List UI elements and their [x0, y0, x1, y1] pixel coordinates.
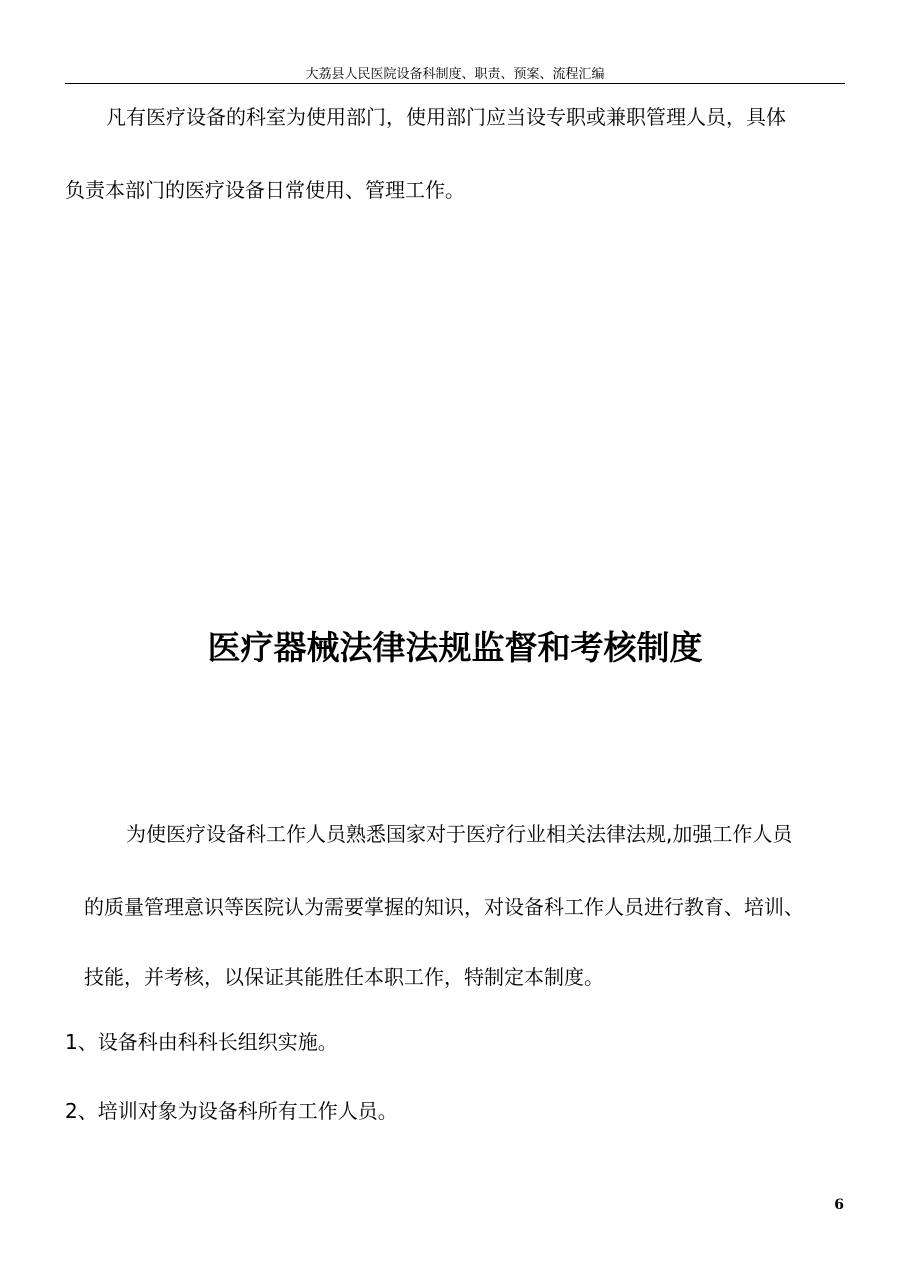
page-header	[65, 66, 845, 84]
paragraph-line-2: 的质量管理意识等医院认为需要掌握的知识，对设备科工作人员进行教育、培训、	[84, 895, 804, 919]
intro-line-1: 凡有医疗设备的科室为使用部门，使用部门应当设专职或兼职管理人员，具体	[106, 105, 786, 129]
page-number: 6	[834, 1197, 844, 1213]
paragraph-line-3: 技能，并考核，以保证其能胜任本职工作，特制定本制度。	[84, 965, 604, 989]
intro-line-2: 负责本部门的医疗设备日常使用、管理工作。	[65, 178, 465, 202]
header-text: 大荔县人民医院设备科制度、职责、预案、流程汇编	[305, 67, 605, 82]
paragraph-line-1: 为使医疗设备科工作人员熟悉国家对于医疗行业相关法律法规,加强工作人员	[126, 822, 793, 846]
list-item-1: 1、设备科由科科长组织实施。	[65, 1030, 338, 1054]
list-item-2: 2、培训对象为设备科所有工作人员。	[65, 1099, 398, 1123]
section-title: 医疗器械法律法规监督和考核制度	[207, 628, 703, 667]
